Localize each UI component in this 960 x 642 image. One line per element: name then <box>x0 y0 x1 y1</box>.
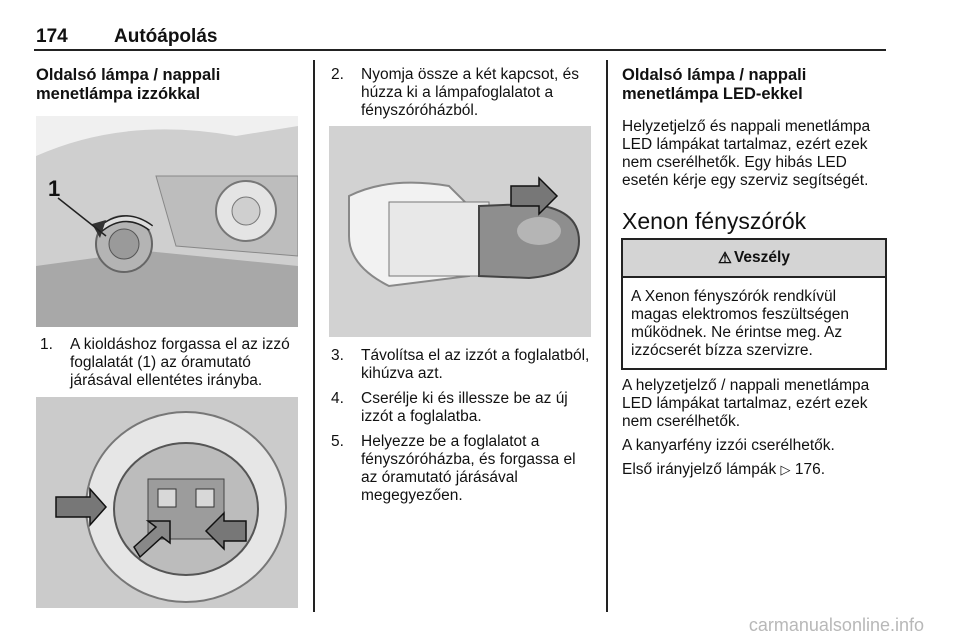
turn-signal-page-link[interactable]: 176. <box>794 461 826 478</box>
header-rule <box>34 49 886 51</box>
warning-header <box>623 240 885 278</box>
step-5 <box>331 433 593 505</box>
steps-3-5 <box>331 347 593 505</box>
step-5-text: Helyezze be a foglalatot a fényszóróházba, és forgassa el az óramutató járásával megegyezően. <box>361 433 576 504</box>
column-3-bottom <box>622 377 886 479</box>
step-2 <box>331 66 593 120</box>
column-divider-1 <box>313 60 315 612</box>
callout-label: 1 <box>48 176 61 201</box>
socket-clips-drawing <box>36 397 298 608</box>
illustration-socket-clips <box>36 397 298 608</box>
watermark: carmanualsonline.info <box>748 615 924 635</box>
warning-text: A Xenon fényszórók rendkívül magas elektromos feszültségen működnek. Ne érintse meg. Az izzócserét bízza szervizre. <box>631 288 849 359</box>
step-4-text: Cserélje ki és illessze be az új izzót a foglalatba. <box>361 390 568 425</box>
warning-triangle-icon: ⚠ <box>718 249 732 267</box>
step-3-text: Távolítsa el az izzót a foglalatból, kihúzva azt. <box>361 347 590 382</box>
page-reference-arrow-icon: ▷ <box>780 462 791 477</box>
turn-signal-text: Első irányjelző lámpák <box>622 461 777 478</box>
warning-box <box>621 238 887 370</box>
headlamp-socket-drawing <box>36 116 298 327</box>
cornering-light-paragraph: A kanyarfény izzói cserélhetők. <box>622 437 835 454</box>
column-1 <box>36 66 300 104</box>
page-title: Autóápolás <box>114 26 218 47</box>
column-3-top <box>622 66 884 190</box>
warning-title: Veszély <box>733 249 790 266</box>
section-title-xenon: Xenon fényszórók <box>622 208 807 234</box>
step-2-text: Nyomja össze a két kapcsot, és húzza ki a lámpafoglalatot a fényszóróházból. <box>361 66 579 119</box>
step-4-number: 4. <box>331 390 344 407</box>
illustration-headlamp-socket <box>36 116 298 327</box>
section-heading-led: Oldalsó lámpa / nappali menetlámpa LED-ekkel <box>622 66 807 103</box>
bulb-removal-drawing <box>329 126 591 337</box>
step-4 <box>331 390 593 426</box>
xenon-led-paragraph: A helyzetjelző / nappali menetlámpa LED lámpákat tartalmaz, ezért ezek nem cserélhetők. <box>622 377 870 430</box>
step-1-number: 1. <box>40 336 53 353</box>
step-3-number: 3. <box>331 347 344 364</box>
page-number: 174 <box>36 26 68 47</box>
led-paragraph: Helyzetjelző és nappali menetlámpa LED lámpákat tartalmaz, ezért ezek nem cserélhetők. Egy hibás LED esetén kérje egy szerviz segítségét. <box>622 118 871 189</box>
step-1-text: A kioldáshoz forgassa el az izzó foglalatát (1) az óramutató járásával ellentétes irányba. <box>70 336 290 389</box>
illustration-bulb-removal <box>329 126 591 337</box>
column-divider-2 <box>606 60 608 612</box>
turn-signal-reference <box>622 461 886 479</box>
step-1 <box>40 336 302 390</box>
step-3 <box>331 347 593 383</box>
step-5-number: 5. <box>331 433 344 450</box>
step-2-number: 2. <box>331 66 344 83</box>
section-heading-bulbs: Oldalsó lámpa / nappali menetlámpa izzókkal <box>36 66 221 103</box>
